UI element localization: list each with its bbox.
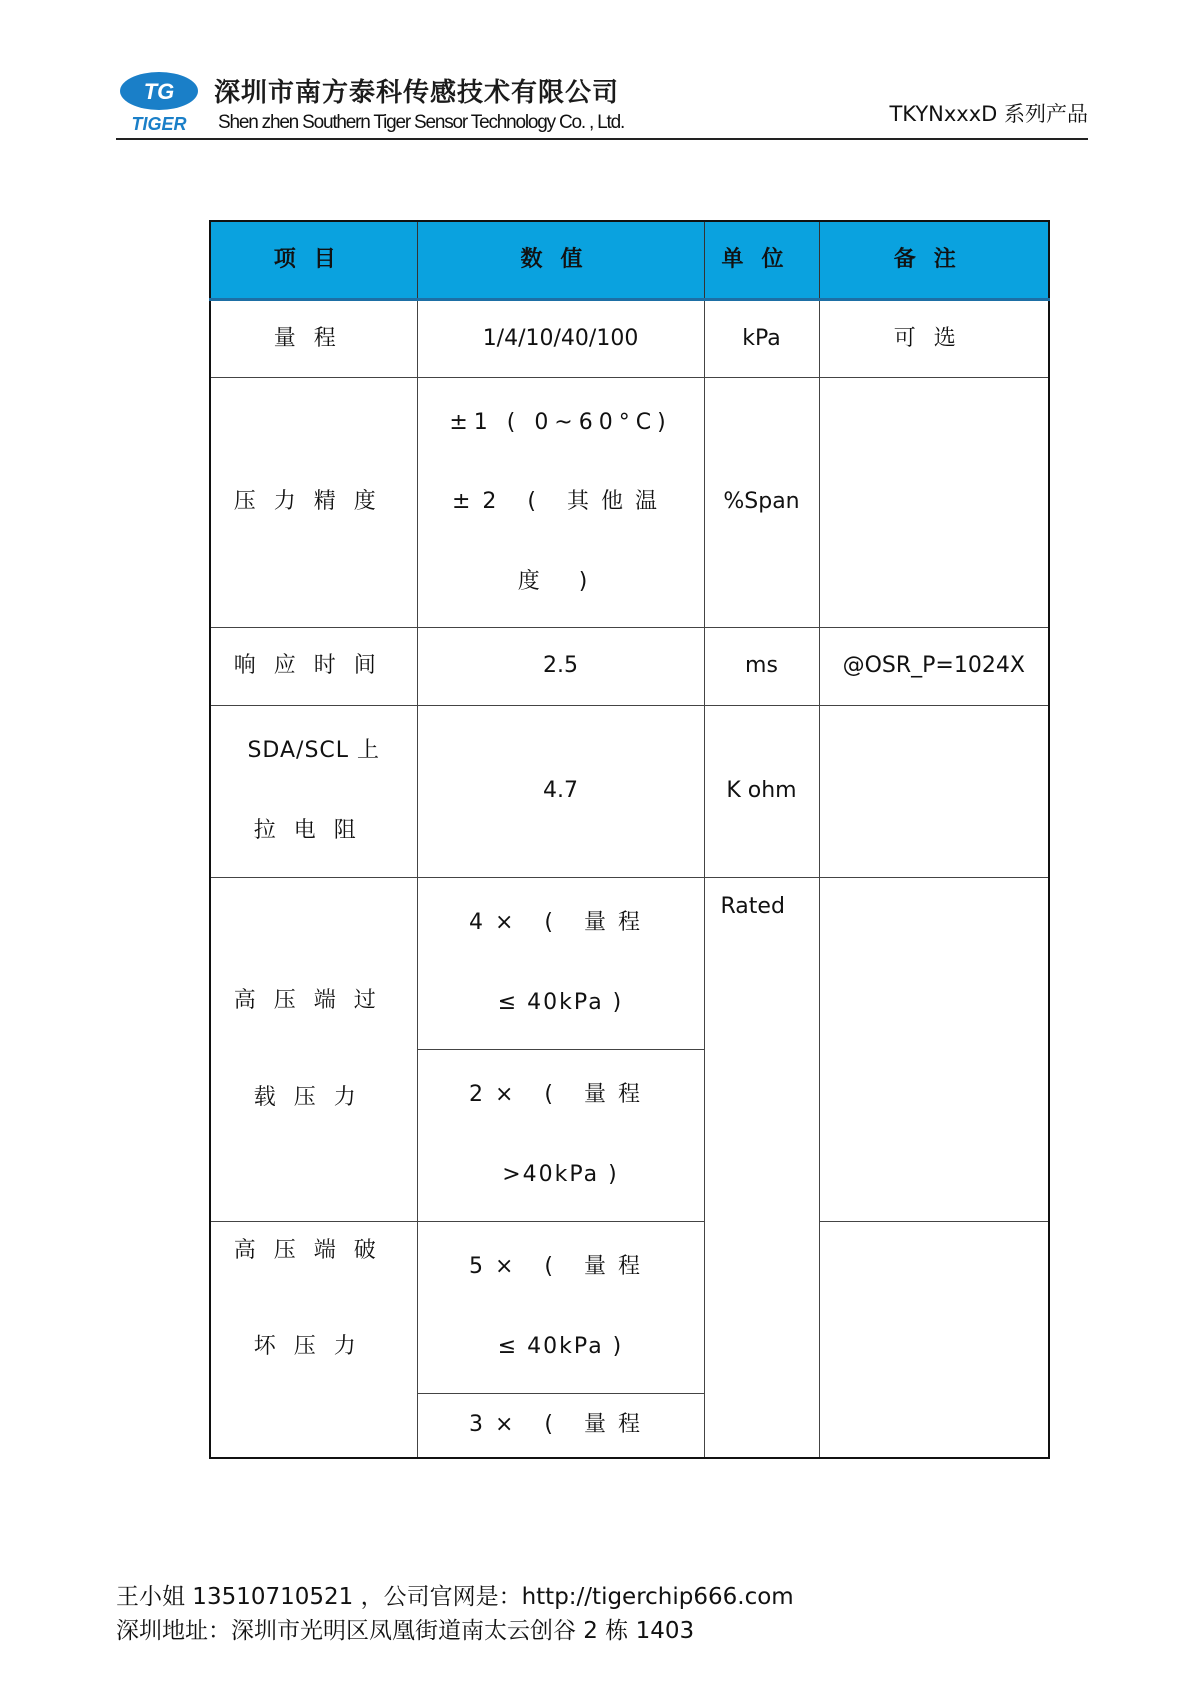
product-series: TKYNxxxD 系列产品 — [889, 102, 1088, 126]
range-unit: kPa — [704, 300, 819, 378]
pullup-unit: K ohm — [704, 706, 819, 878]
table-row-burst-a — [210, 1222, 1049, 1394]
accuracy-item: 压力精度 — [210, 378, 417, 628]
burst-value-a-line1: 5× ( 量程 — [468, 1254, 652, 1280]
overload-value-a-cell — [417, 878, 704, 1050]
overload-item-cell — [210, 878, 417, 1222]
burst-item-line1: 高压端破 — [233, 1238, 394, 1263]
burst-item-line2: 坏压力 — [253, 1334, 374, 1360]
accuracy-note — [819, 378, 1049, 628]
burst-item-cell — [210, 1222, 417, 1458]
logo-brand-text: TIGER — [131, 114, 187, 134]
accuracy-value-line1: ±1 ( 0~60°C) — [449, 409, 672, 435]
pullup-item-line1: SDA/SCL 上 — [247, 738, 381, 764]
logo-badge-text: TG — [143, 79, 175, 104]
burst-value-a-cell — [417, 1222, 704, 1394]
pullup-item-cell — [210, 706, 417, 878]
header-unit: 单位 — [704, 221, 819, 300]
pullup-note — [819, 706, 1049, 878]
table-row-accuracy — [210, 378, 1049, 628]
burst-value-b-cell — [417, 1394, 704, 1458]
response-unit: ms — [704, 628, 819, 706]
response-note: @OSR_P=1024X — [819, 628, 1049, 706]
overload-value-b-line2: >40kPa ) — [502, 1162, 619, 1188]
response-item: 响应时间 — [210, 628, 417, 706]
pullup-value: 4.7 — [417, 706, 704, 878]
overload-value-a-line2: ≤ 40kPa ) — [497, 990, 624, 1016]
overload-item-line2: 载压力 — [253, 1084, 374, 1110]
page-footer — [116, 1580, 794, 1648]
table-header-row — [210, 221, 1049, 300]
header-note: 备注 — [819, 221, 1049, 300]
overload-unit-cell — [704, 878, 819, 1458]
overload-value-a-line1: 4× ( 量程 — [468, 910, 652, 936]
footer-contact: 王小姐 13510710521 ，公司官网是：http://tigerchip666.com — [116, 1584, 794, 1610]
company-name-en: Shen zhen Southern Tiger Sensor Technology Co. , Ltd. — [218, 112, 625, 133]
burst-value-b-line1: 3× ( 量程 — [468, 1412, 652, 1438]
spec-table — [209, 220, 1050, 1459]
table-row-range — [210, 300, 1049, 378]
range-value: 1/4/10/40/100 — [417, 300, 704, 378]
overload-unit: Rated — [720, 894, 785, 919]
accuracy-value-cell — [417, 378, 704, 628]
accuracy-value-line3: 度 ) — [517, 568, 604, 594]
response-value: 2.5 — [417, 628, 704, 706]
tiger-logo-icon — [116, 66, 202, 136]
pullup-item-line2: 拉电阻 — [253, 818, 374, 844]
page-header — [116, 66, 1088, 142]
burst-value-a-line2: ≤ 40kPa ) — [497, 1334, 624, 1360]
overload-value-b-cell — [417, 1050, 704, 1222]
table-row-response — [210, 628, 1049, 706]
table-row-overload-a — [210, 878, 1049, 1050]
burst-note — [819, 1222, 1049, 1458]
accuracy-unit: %Span — [704, 378, 819, 628]
company-name-cn: 深圳市南方泰科传感技术有限公司 — [214, 78, 620, 108]
range-note: 可选 — [819, 300, 1049, 378]
header-value: 数值 — [417, 221, 704, 300]
header-divider — [116, 138, 1088, 140]
header-item: 项目 — [210, 221, 417, 300]
overload-value-b-line1: 2× ( 量程 — [468, 1082, 652, 1108]
range-item: 量程 — [210, 300, 417, 378]
overload-note — [819, 878, 1049, 1222]
overload-item-line1: 高压端过 — [233, 988, 394, 1014]
footer-address: 深圳地址：深圳市光明区凤凰街道南太云创谷 2 栋 1403 — [116, 1618, 695, 1644]
accuracy-value-line2: ±2 ( 其他温 — [451, 489, 669, 515]
table-row-pullup — [210, 706, 1049, 878]
